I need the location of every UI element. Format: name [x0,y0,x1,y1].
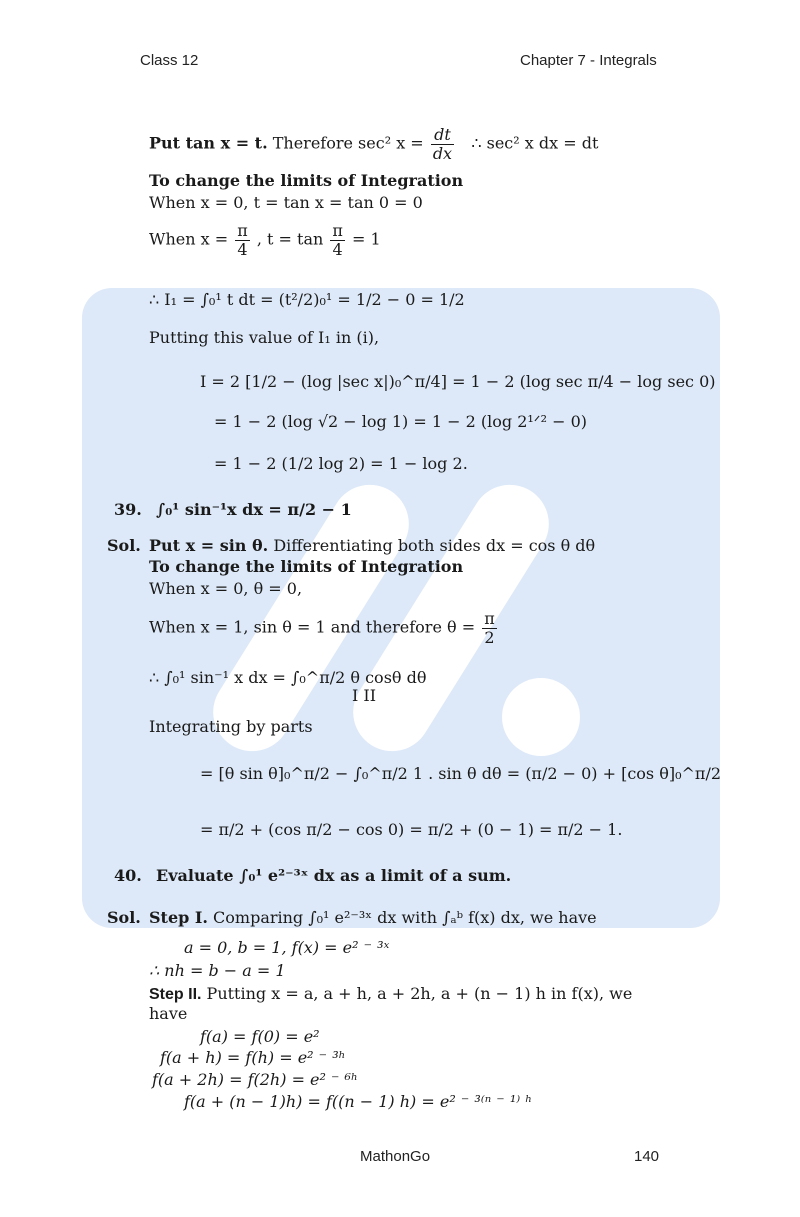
line-fah: f(a + h) = f(h) = e² ⁻ ³ʰ [160,1048,346,1067]
line-limit-pi4: When x = $\frac{\pi}{4}$ , t = tan $\frac{\pi}{4}$ = 1 [149,221,381,259]
footer-brand: MathonGo [360,1148,431,1165]
line-theta-pi2: When x = 1, sin θ = 1 and therefore θ = $\frac{\pi}{2}$ [149,609,495,647]
line-parts-labels: I II [352,686,377,705]
line-putting-value: Putting this value of I₁ in (i), [149,328,380,347]
line-step2: Step II. Putting x = a, a + h, a + 2h, a + (n − 1) h in f(x), we [149,984,633,1003]
line-fa2h: f(a + 2h) = f(2h) = e² ⁻ ⁶ʰ [152,1070,358,1089]
subheading-limits-2: To change the limits of Integration [149,557,464,576]
subheading-limits: To change the limits of Integration [149,171,464,190]
line-i-step2: = 1 − 2 (log √2 − log 1) = 1 − 2 (log 2¹ᐟ² − 0) [214,412,587,431]
line-i-expression: I = 2 [1/2 − (log |sec x|)₀^π/4] = 1 − 2 (log sec π/4 − log sec 0) [200,372,716,391]
line-fan1h: f(a + (n − 1)h) = f((n − 1) h) = e² ⁻ ³⁽ⁿ ⁻ ¹⁾ ʰ [184,1092,533,1111]
solution-39-start: Sol. Put x = sin θ. Differentiating both sides dx = cos θ dθ [107,536,596,555]
page-number: 140 [634,1148,660,1165]
line-parts-step: = [θ sin θ]₀^π/2 − ∫₀^π/2 1 . sin θ dθ = (π/2 − 0) + [cos θ]₀^π/2 [200,764,722,783]
solution-40-start: Sol. Step I. Comparing ∫₀¹ e²⁻³ˣ dx with ∫ₐᵇ f(x) dx, we have [107,908,597,927]
header-class: Class 12 [140,52,199,69]
line-parts-result: = π/2 + (cos π/2 − cos 0) = π/2 + (0 − 1) = π/2 − 1. [200,820,623,839]
line-substitution: Put tan x = t. Therefore sec² x = $\frac{dt}{dx}$ ∴ sec² x dx = dt [149,125,599,163]
line-have: have [149,1004,188,1023]
header-chapter: Chapter 7 - Integrals [520,52,657,69]
line-integrating-parts: Integrating by parts [149,717,313,736]
line-fa: f(a) = f(0) = e² [200,1027,320,1046]
line-theta-zero: When x = 0, θ = 0, [149,579,303,598]
line-ab-values: a = 0, b = 1, f(x) = e² ⁻ ³ˣ [184,938,390,957]
line-integral-sub: ∴ ∫₀¹ sin⁻¹ x dx = ∫₀^π/2 θ cosθ dθ [149,668,427,687]
question-39: 39. ∫₀¹ sin⁻¹x dx = π/2 − 1 [114,500,352,519]
line-limit-zero: When x = 0, t = tan x = tan 0 = 0 [149,193,423,212]
line-i1-result: ∴ I₁ = ∫₀¹ t dt = (t²/2)₀¹ = 1/2 − 0 = 1/2 [149,290,465,309]
question-40: 40. Evaluate ∫₀¹ e²⁻³ˣ dx as a limit of a sum. [114,866,512,885]
line-nh: ∴ nh = b − a = 1 [149,961,286,980]
line-i-final: = 1 − 2 (1/2 log 2) = 1 − log 2. [214,454,468,473]
